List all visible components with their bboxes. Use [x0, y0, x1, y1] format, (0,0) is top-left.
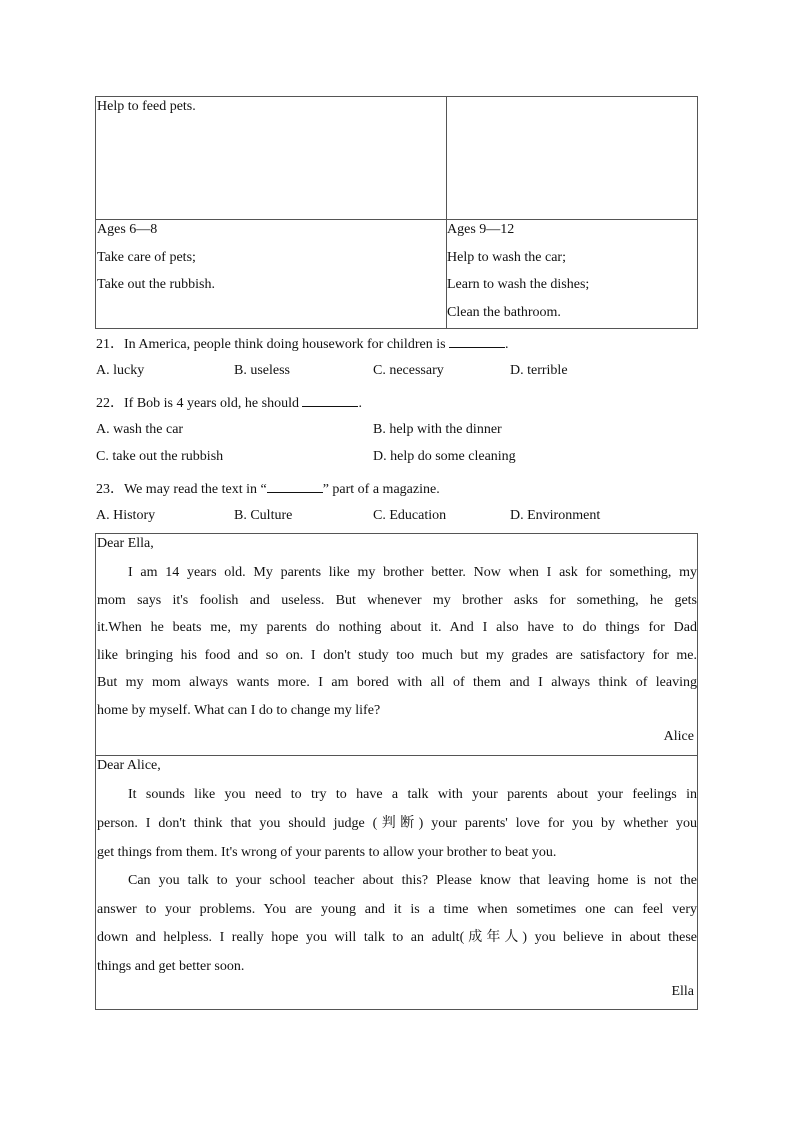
- letter-line: get things from them. It's wrong of your parents to allow your brother to beat you.: [97, 845, 557, 860]
- answer-blank[interactable]: [449, 335, 505, 348]
- letter-signature: Ella: [671, 984, 694, 999]
- question-stem-end: .: [505, 337, 509, 352]
- letter-greeting: Dear Alice,: [97, 758, 161, 773]
- chore-item: Learn to wash the dishes;: [447, 277, 590, 292]
- option-a[interactable]: A. History: [96, 508, 156, 523]
- chore-item: Clean the bathroom.: [447, 304, 561, 320]
- option-c[interactable]: C. necessary: [373, 363, 444, 378]
- option-b[interactable]: B. Culture: [234, 508, 293, 523]
- chore-item: Take care of pets;: [97, 249, 196, 265]
- letter-line: Can you talk to your school teacher about this? Please know that leaving home is not the: [128, 873, 697, 888]
- letter-box-alice: [95, 533, 698, 756]
- letter-paragraph-1: [97, 780, 697, 867]
- letter-line: I am 14 years old. My parents like my brother better. Now when I ask for something, my: [128, 565, 697, 580]
- table-cell-row2-right: [447, 216, 589, 326]
- option-d[interactable]: D. Environment: [510, 508, 601, 523]
- table-cell-row2-left: [97, 216, 215, 299]
- question-23: [96, 478, 440, 498]
- option-a[interactable]: A. wash the car: [96, 422, 184, 437]
- question-21: [96, 333, 509, 353]
- question-22: [96, 392, 362, 412]
- letter-line: answer to your problems. You are young and it is a time when sometimes one can feel very: [97, 901, 697, 917]
- letter-line: But my mom always wants more. I am bored with all of them and I always think of leaving: [97, 675, 697, 690]
- question-stem: 23．We may read the text in “: [96, 482, 267, 497]
- letter-box-ella: [95, 755, 698, 1010]
- answer-blank[interactable]: [302, 394, 358, 407]
- letter-body: [97, 559, 697, 724]
- question-stem: 22．If Bob is 4 years old, he should: [96, 396, 303, 411]
- age-group-label: Ages 9—12: [447, 222, 515, 237]
- letter-line: home by myself. What can I do to change my life?: [97, 702, 381, 718]
- age-group-label: Ages 6—8: [97, 222, 158, 237]
- table-cell-row1-left: Help to feed pets.: [97, 99, 196, 114]
- chores-table: [95, 96, 698, 329]
- question-stem-end: .: [358, 396, 362, 411]
- answer-blank[interactable]: [267, 480, 323, 493]
- letter-line: It sounds like you need to try to have a talk with your parents about your feelings in: [128, 787, 697, 802]
- option-c[interactable]: C. take out the rubbish: [96, 449, 224, 464]
- question-stem-end: ” part of a magazine.: [322, 482, 440, 497]
- letter-paragraph-2: [97, 867, 697, 981]
- chore-item: Help to wash the car;: [447, 249, 566, 265]
- chore-item: Take out the rubbish.: [97, 277, 215, 292]
- option-b[interactable]: B. useless: [234, 363, 290, 378]
- letter-line: person. I don't think that you should judge (判断) your parents' love for you by whether you: [97, 816, 697, 831]
- option-b[interactable]: B. help with the dinner: [373, 422, 502, 437]
- letter-greeting: Dear Ella,: [97, 536, 154, 551]
- option-d[interactable]: D. help do some cleaning: [373, 449, 516, 464]
- option-a[interactable]: A. lucky: [96, 363, 145, 378]
- question-stem: 21．In America, people think doing housework for children is: [96, 337, 450, 352]
- letter-line: things and get better soon.: [97, 958, 245, 974]
- letter-line: down and helpless. I really hope you will talk to an adult(成年人) you believe in about these: [97, 930, 697, 945]
- letter-line: like bringing his food and so on. I don't study too much but my grades are satisfactory for me.: [97, 647, 697, 663]
- letter-signature: Alice: [663, 729, 694, 744]
- letter-line: it.When he beats me, my parents do nothing about it. And I also have to do things for Dad: [97, 620, 697, 635]
- letter-line: mom says it's foolish and useless. But whenever my brother asks for something, he gets: [97, 592, 697, 608]
- option-d[interactable]: D. terrible: [510, 363, 568, 378]
- option-c[interactable]: C. Education: [373, 508, 447, 523]
